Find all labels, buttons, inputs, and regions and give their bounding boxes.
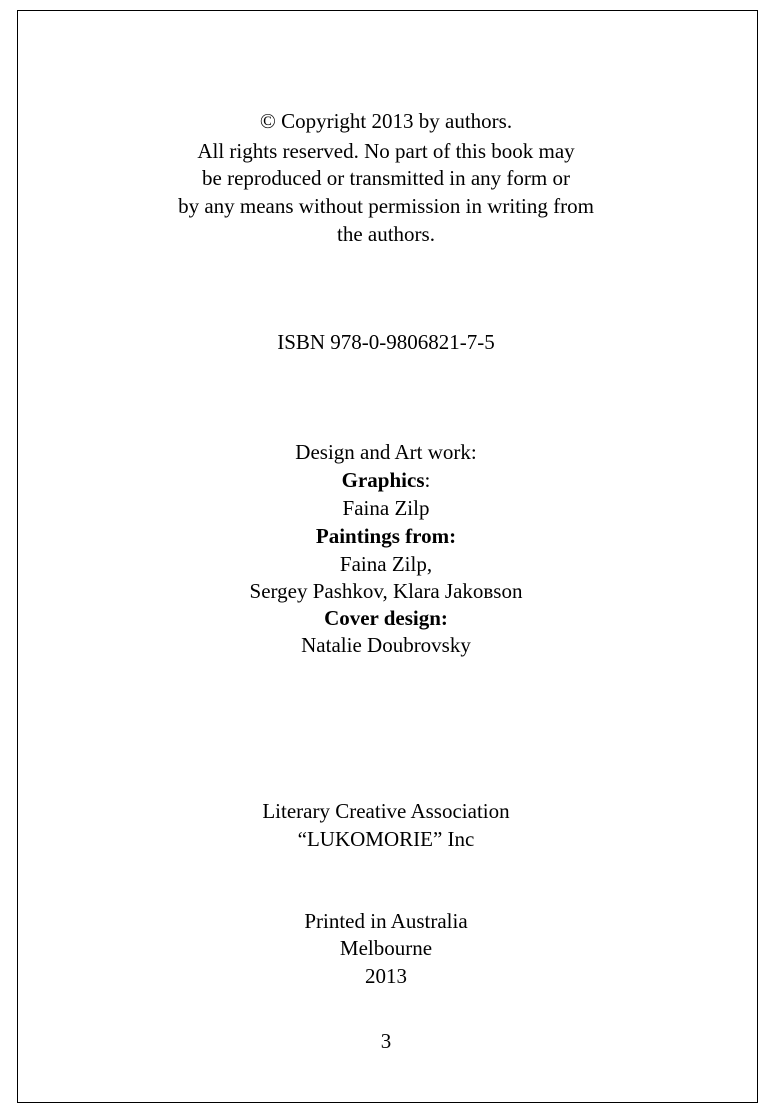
paintings-names-2: Sergey Pashkov, Klara Jakовson xyxy=(249,579,523,603)
printed-year: 2013 xyxy=(365,964,407,988)
graphics-colon: : xyxy=(424,468,431,492)
printed-city: Melbourne xyxy=(339,936,433,960)
copyright-line-3: be reproduced or transmitted in any form or xyxy=(202,166,570,190)
page-number: 3 xyxy=(380,1029,392,1053)
isbn: ISBN 978-0-9806821-7-5 xyxy=(277,330,495,354)
copyright-line-2: All rights reserved. No part of this book may xyxy=(197,139,575,163)
cover-label: Cover design: xyxy=(324,606,448,630)
paintings-label: Paintings from: xyxy=(315,524,457,548)
credits-heading: Design and Art work: xyxy=(295,440,477,464)
graphics-name: Faina Zilp xyxy=(342,496,430,520)
copyright-line-4: by any means without permission in writing from xyxy=(178,194,594,218)
copyright-line-5: the authors. xyxy=(337,222,435,246)
printed-location: Printed in Australia xyxy=(304,909,468,933)
paintings-names-1: Faina Zilp, xyxy=(339,552,433,576)
publisher-line-2: “LUKOMORIE” Inc xyxy=(297,827,475,851)
graphics-label-line xyxy=(0,466,772,494)
copyright-line-1: © Copyright 2013 by authors. xyxy=(259,109,513,133)
cover-name: Natalie Doubrovsky xyxy=(301,633,471,657)
graphics-label: Graphics xyxy=(341,468,425,492)
publisher-line-1: Literary Creative Association xyxy=(262,799,510,823)
